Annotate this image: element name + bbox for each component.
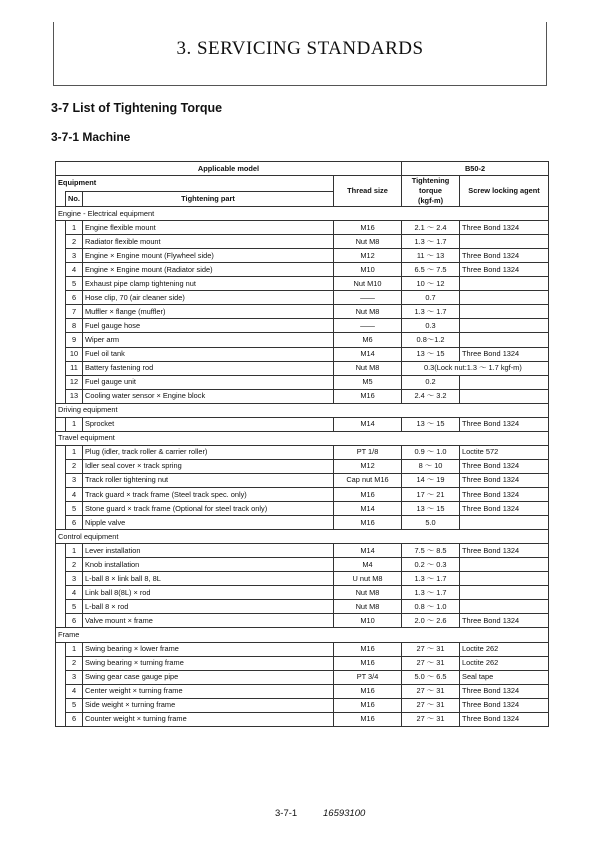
- screw-locking-agent: [460, 305, 549, 319]
- indent-cell: [56, 361, 66, 375]
- indent-cell: [56, 487, 66, 501]
- tightening-part: Swing bearing × lower frame: [83, 642, 334, 656]
- row-number: 6: [66, 291, 83, 305]
- no-label: No.: [66, 191, 83, 207]
- indent-cell: [56, 516, 66, 530]
- screw-locking-agent: Three Bond 1324: [460, 263, 549, 277]
- screw-locking-agent: Three Bond 1324: [460, 459, 549, 473]
- thread-size: M14: [334, 544, 402, 558]
- screw-locking-agent: Loctite 262: [460, 642, 549, 656]
- indent-cell: [56, 445, 66, 459]
- row-number: 6: [66, 614, 83, 628]
- tightening-part: Muffler × flange (muffler): [83, 305, 334, 319]
- thread-size: M16: [334, 516, 402, 530]
- tightening-torque: 6.5 ～ 7.5: [402, 263, 460, 277]
- tightening-torque: 27 ～ 31: [402, 656, 460, 670]
- table-row: [56, 572, 549, 586]
- thread-size: M10: [334, 263, 402, 277]
- row-number: 3: [66, 572, 83, 586]
- tightening-part: Engine × Engine mount (Radiator side): [83, 263, 334, 277]
- tightening-torque: 14 ～ 19: [402, 473, 460, 487]
- row-number: 5: [66, 600, 83, 614]
- tightening-torque: 1.3 ～ 1.7: [402, 235, 460, 249]
- table-row: [56, 319, 549, 333]
- thread-size: M16: [334, 221, 402, 235]
- tightening-torque: 0.2 ～ 0.3: [402, 558, 460, 572]
- row-number: 2: [66, 558, 83, 572]
- thread-size: M5: [334, 375, 402, 389]
- row-number: 2: [66, 459, 83, 473]
- row-number: 4: [66, 586, 83, 600]
- indent-cell: [56, 642, 66, 656]
- row-number: 7: [66, 305, 83, 319]
- thread-size: M16: [334, 642, 402, 656]
- screw-locking-agent: [460, 375, 549, 389]
- tightening-torque: 27 ～ 31: [402, 642, 460, 656]
- tightening-part: Nipple valve: [83, 516, 334, 530]
- table-row: [56, 249, 549, 263]
- table-row: [56, 502, 549, 516]
- screw-locking-agent: [460, 277, 549, 291]
- tightening-part: Stone guard × track frame (Optional for steel track only): [83, 502, 334, 516]
- indent-cell: [56, 712, 66, 726]
- row-number: 4: [66, 263, 83, 277]
- group-name: Control equipment: [56, 530, 549, 544]
- screw-locking-agent: [460, 291, 549, 305]
- table-row: [56, 417, 549, 431]
- table-row: [56, 656, 549, 670]
- thread-size: M10: [334, 614, 402, 628]
- tightening-part: Plug (idler, track roller & carrier roller): [83, 445, 334, 459]
- tightening-torque: 0.3: [402, 319, 460, 333]
- thread-size: M16: [334, 698, 402, 712]
- tightening-part: Track roller tightening nut: [83, 473, 334, 487]
- table-row: [56, 487, 549, 501]
- tightening-torque: 0.8 ～ 1.0: [402, 600, 460, 614]
- row-number: 3: [66, 670, 83, 684]
- screw-locking-agent: Three Bond 1324: [460, 487, 549, 501]
- table-row: [56, 516, 549, 530]
- tightening-part: Fuel gauge unit: [83, 375, 334, 389]
- row-number: 1: [66, 417, 83, 431]
- table-row: [56, 712, 549, 726]
- tightening-torque: 1.3 ～ 1.7: [402, 305, 460, 319]
- tightening-part: Track guard × track frame (Steel track spec. only): [83, 487, 334, 501]
- tightening-torque: 27 ～ 31: [402, 712, 460, 726]
- tightening-part: Battery fastening rod: [83, 361, 334, 375]
- tightening-torque: 0.7: [402, 291, 460, 305]
- tightening-torque: 13 ～ 15: [402, 417, 460, 431]
- indent-cell: [56, 417, 66, 431]
- indent-cell: [56, 347, 66, 361]
- screw-locking-agent: Three Bond 1324: [460, 712, 549, 726]
- group-name: Travel equipment: [56, 431, 549, 445]
- tightening-part: Link ball 8(8L) × rod: [83, 586, 334, 600]
- group-row: [56, 628, 549, 642]
- page-number: 3-7-1: [275, 808, 298, 819]
- thread-size: Nut M8: [334, 305, 402, 319]
- tightening-part: Swing bearing × turning frame: [83, 656, 334, 670]
- row-number: 9: [66, 333, 83, 347]
- tightening-torque: 1.3 ～ 1.7: [402, 572, 460, 586]
- group-name: Frame: [56, 628, 549, 642]
- tightening-part: Cooling water sensor × Engine block: [83, 389, 334, 403]
- thread-size: PT 1/8: [334, 445, 402, 459]
- table-row: [56, 305, 549, 319]
- tightening-part: Fuel oil tank: [83, 347, 334, 361]
- table-row: [56, 600, 549, 614]
- group-row: [56, 403, 549, 417]
- row-number: 10: [66, 347, 83, 361]
- screw-locking-agent: Loctite 572: [460, 445, 549, 459]
- tightening-part: Sprocket: [83, 417, 334, 431]
- indent-cell: [56, 670, 66, 684]
- screw-locking-agent: [460, 600, 549, 614]
- screw-locking-agent: [460, 319, 549, 333]
- indent-cell: [56, 221, 66, 235]
- table-row: [56, 586, 549, 600]
- tightening-part: Hose clip, 70 (air cleaner side): [83, 291, 334, 305]
- screw-locking-agent: Three Bond 1324: [460, 473, 549, 487]
- tightening-part: Center weight × turning frame: [83, 684, 334, 698]
- indent-cell: [56, 600, 66, 614]
- indent-cell: [56, 459, 66, 473]
- screw-locking-agent: Three Bond 1324: [460, 544, 549, 558]
- table-row: [56, 642, 549, 656]
- tightening-part-label: Tightening part: [83, 191, 334, 207]
- thread-size: ――: [334, 319, 402, 333]
- tightening-torque: 0.9 ～ 1.0: [402, 445, 460, 459]
- screw-locking-agent: Loctite 262: [460, 656, 549, 670]
- group-row: [56, 431, 549, 445]
- thread-size: M16: [334, 656, 402, 670]
- thread-size: Nut M8: [334, 600, 402, 614]
- tightening-part: Side weight × turning frame: [83, 698, 334, 712]
- thread-size: Nut M8: [334, 586, 402, 600]
- group-row: [56, 207, 549, 221]
- thread-size: M12: [334, 249, 402, 263]
- tightening-torque-label: Tightening torque (kgf-m): [402, 176, 460, 207]
- screw-locking-agent: Three Bond 1324: [460, 249, 549, 263]
- indent-cell: [56, 684, 66, 698]
- indent-cell: [56, 249, 66, 263]
- table-row: [56, 459, 549, 473]
- tightening-part: L-ball 8 × rod: [83, 600, 334, 614]
- row-number: 3: [66, 249, 83, 263]
- indent-cell: [56, 558, 66, 572]
- indent-cell: [56, 473, 66, 487]
- tightening-torque: 0.8～1.2: [402, 333, 460, 347]
- tightening-torque: 5.0: [402, 516, 460, 530]
- tightening-part: Idler seal cover × track spring: [83, 459, 334, 473]
- group-name: Driving equipment: [56, 403, 549, 417]
- thread-size: M14: [334, 347, 402, 361]
- subsection-heading: 3-7-1 Machine: [51, 130, 131, 144]
- thread-size: M4: [334, 558, 402, 572]
- chapter-header-box: [53, 22, 547, 86]
- screw-locking-agent: Three Bond 1324: [460, 684, 549, 698]
- indent-cell: [56, 375, 66, 389]
- tightening-torque: 8 ～ 10: [402, 459, 460, 473]
- indent-cell: [56, 544, 66, 558]
- tightening-part: Radiator flexible mount: [83, 235, 334, 249]
- thread-size: M6: [334, 333, 402, 347]
- row-number: 1: [66, 642, 83, 656]
- tightening-torque: 5.0 ～ 6.5: [402, 670, 460, 684]
- table-row: [56, 277, 549, 291]
- thread-size: M16: [334, 712, 402, 726]
- indent-cell: [56, 235, 66, 249]
- table-row: [56, 333, 549, 347]
- screw-locking-agent: [460, 572, 549, 586]
- indent-cell: [56, 614, 66, 628]
- tightening-part: Wiper arm: [83, 333, 334, 347]
- indent-cell: [56, 572, 66, 586]
- tightening-part: Exhaust pipe clamp tightening nut: [83, 277, 334, 291]
- tightening-torque: 10 ～ 12: [402, 277, 460, 291]
- screw-locking-agent-label: Screw locking agent: [460, 176, 549, 207]
- indent-cell: [56, 502, 66, 516]
- indent-cell: [56, 656, 66, 670]
- screw-locking-agent: Three Bond 1324: [460, 698, 549, 712]
- row-number: 3: [66, 473, 83, 487]
- tightening-part: Fuel gauge hose: [83, 319, 334, 333]
- tightening-torque: 11 ～ 13: [402, 249, 460, 263]
- indent-cell: [56, 698, 66, 712]
- screw-locking-agent: Three Bond 1324: [460, 614, 549, 628]
- row-number: 2: [66, 235, 83, 249]
- screw-locking-agent: [460, 516, 549, 530]
- table-row: [56, 558, 549, 572]
- thread-size: M14: [334, 502, 402, 516]
- thread-size: M16: [334, 487, 402, 501]
- thread-size: Nut M8: [334, 235, 402, 249]
- table-row: [56, 347, 549, 361]
- tightening-part: Lever installation: [83, 544, 334, 558]
- tightening-torque: 0.2: [402, 375, 460, 389]
- group-row: [56, 530, 549, 544]
- document-code: 16593100: [323, 808, 366, 819]
- indent-cell: [56, 319, 66, 333]
- screw-locking-agent: Three Bond 1324: [460, 221, 549, 235]
- table-row: [56, 263, 549, 277]
- screw-locking-agent: [460, 235, 549, 249]
- table-row: [56, 614, 549, 628]
- row-number: 1: [66, 445, 83, 459]
- thread-size: Cap nut M16: [334, 473, 402, 487]
- tightening-torque: 2.4 ～ 3.2: [402, 389, 460, 403]
- table-row: [56, 221, 549, 235]
- table-row: [56, 235, 549, 249]
- tightening-part: Knob installation: [83, 558, 334, 572]
- table-row: [56, 670, 549, 684]
- table-row: [56, 473, 549, 487]
- indent-cell: [56, 333, 66, 347]
- section-heading: 3-7 List of Tightening Torque: [51, 101, 223, 115]
- row-number: 1: [66, 544, 83, 558]
- thread-size: M16: [334, 684, 402, 698]
- thread-size: Nut M8: [334, 361, 402, 375]
- table-row: [56, 684, 549, 698]
- group-name: Engine - Electrical equipment: [56, 207, 549, 221]
- table-row: [56, 389, 549, 403]
- equipment-label: Equipment: [56, 176, 334, 192]
- indent-cell: [56, 277, 66, 291]
- tightening-part: Engine × Engine mount (Flywheel side): [83, 249, 334, 263]
- tightening-torque: 2.1 ～ 2.4: [402, 221, 460, 235]
- tightening-part: Counter weight × turning frame: [83, 712, 334, 726]
- row-number: 6: [66, 516, 83, 530]
- table-row: [56, 544, 549, 558]
- tightening-torque: 17 ～ 21: [402, 487, 460, 501]
- table-row: [56, 291, 549, 305]
- screw-locking-agent: Three Bond 1324: [460, 502, 549, 516]
- row-number: 11: [66, 361, 83, 375]
- screw-locking-agent: Three Bond 1324: [460, 417, 549, 431]
- indent-cell: [56, 389, 66, 403]
- indent-cell: [56, 291, 66, 305]
- thread-size: M12: [334, 459, 402, 473]
- row-number: 5: [66, 277, 83, 291]
- screw-locking-agent: Seal tape: [460, 670, 549, 684]
- row-number: 13: [66, 389, 83, 403]
- table-row: [56, 361, 549, 375]
- table-row: [56, 698, 549, 712]
- thread-size: M14: [334, 417, 402, 431]
- tightening-part: Engine flexible mount: [83, 221, 334, 235]
- tightening-part: Swing gear case gauge pipe: [83, 670, 334, 684]
- row-number: 6: [66, 712, 83, 726]
- thread-size: M16: [334, 389, 402, 403]
- tightening-torque: 0.3(Lock nut:1.3 ～ 1.7 kgf-m): [402, 361, 549, 375]
- row-number: 12: [66, 375, 83, 389]
- thread-size: ――: [334, 291, 402, 305]
- tightening-part: L-ball 8 × link ball 8, 8L: [83, 572, 334, 586]
- row-number: 2: [66, 656, 83, 670]
- tightening-part: Valve mount × frame: [83, 614, 334, 628]
- applicable-model-label: Applicable model: [56, 162, 402, 176]
- thread-size: U nut M8: [334, 572, 402, 586]
- screw-locking-agent: [460, 333, 549, 347]
- row-number: 5: [66, 502, 83, 516]
- thread-size: Nut M10: [334, 277, 402, 291]
- indent-cell: [56, 305, 66, 319]
- thread-size: PT 3/4: [334, 670, 402, 684]
- row-number: 8: [66, 319, 83, 333]
- screw-locking-agent: [460, 389, 549, 403]
- row-number: 5: [66, 698, 83, 712]
- torque-table: [55, 161, 549, 727]
- tightening-torque: 27 ～ 31: [402, 698, 460, 712]
- tightening-torque: 13 ～ 15: [402, 347, 460, 361]
- screw-locking-agent: Three Bond 1324: [460, 347, 549, 361]
- indent-cell: [56, 586, 66, 600]
- row-number: 4: [66, 487, 83, 501]
- tightening-torque: 27 ～ 31: [402, 684, 460, 698]
- table-row: [56, 445, 549, 459]
- tightening-torque: 1.3 ～ 1.7: [402, 586, 460, 600]
- screw-locking-agent: [460, 558, 549, 572]
- tightening-torque: 7.5 ～ 8.5: [402, 544, 460, 558]
- tightening-torque: 13 ～ 15: [402, 502, 460, 516]
- chapter-title: 3. SERVICING STANDARDS: [176, 38, 424, 59]
- row-number: 4: [66, 684, 83, 698]
- tightening-torque: 2.0 ～ 2.6: [402, 614, 460, 628]
- screw-locking-agent: [460, 586, 549, 600]
- model-value: B50-2: [402, 162, 549, 176]
- table-row: [56, 375, 549, 389]
- indent-cell: [56, 263, 66, 277]
- row-number: 1: [66, 221, 83, 235]
- thread-size-label: Thread size: [334, 176, 402, 207]
